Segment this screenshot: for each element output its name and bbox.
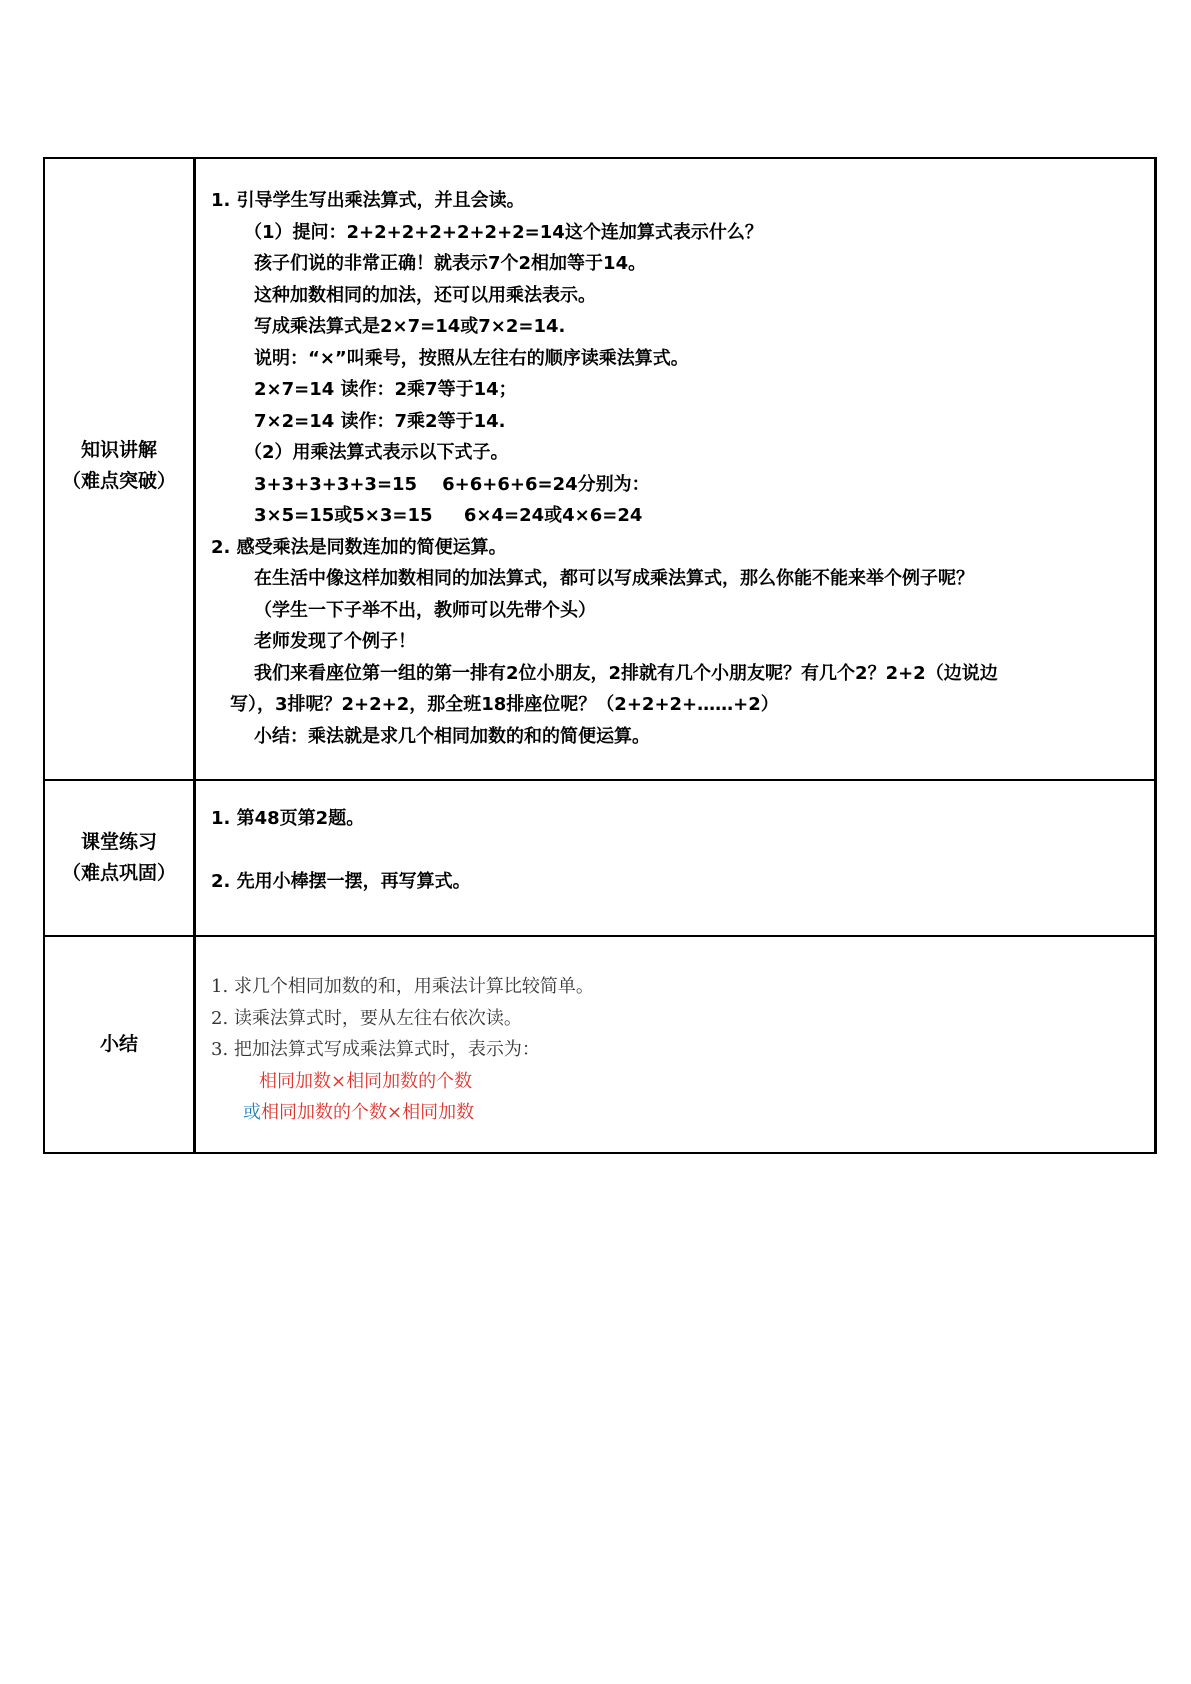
explain-line-15: 老师发现了个例子！ xyxy=(254,631,416,652)
summary-content xyxy=(211,971,1146,1129)
explain-line-6: 说明：“×”叫乘号，按照从左往右的顺序读乘法算式。 xyxy=(254,347,689,369)
row-divider-2 xyxy=(45,935,1154,937)
explain-label xyxy=(45,435,193,497)
column-divider xyxy=(193,159,196,1152)
explain-label-title: 知识讲解 xyxy=(80,439,157,461)
practice-content xyxy=(211,803,1146,897)
summary-formula-1: 相同加数×相同加数的个数 xyxy=(259,1070,473,1092)
row-divider-1 xyxy=(45,779,1154,781)
explain-line-11: 3×5=15或5×3=15 6×4=24或4×6=24 xyxy=(254,505,643,526)
explain-line-17: 写），3排呢？2+2+2，那全班18排座位呢？（2+2+2+……+2） xyxy=(230,694,779,715)
explain-line-18: 小结：乘法就是求几个相同加数的和的简便运算。 xyxy=(254,725,650,747)
practice-label-title: 课堂练习 xyxy=(80,831,157,853)
practice-label-subtitle: （难点巩固） xyxy=(61,862,176,884)
explain-line-2: （1）提问：2+2+2+2+2+2+2=14这个连加算式表示什么？ xyxy=(244,221,763,243)
summary-formula-2-line xyxy=(211,1097,1146,1129)
summary-item-1: 1. 求几个相同加数的和，用乘法计算比较简单。 xyxy=(211,976,594,997)
explain-line-10: 3+3+3+3+3=15 6+6+6+6=24分别为： xyxy=(254,473,650,495)
explain-line-13: 在生活中像这样加数相同的加法算式，都可以写成乘法算式，那么你能不能来举个例子呢？ xyxy=(254,568,974,589)
practice-item-1: 1. 第48页第2题。 xyxy=(211,808,365,829)
summary-item-2: 2. 读乘法算式时，要从左往右依次读。 xyxy=(211,1007,522,1029)
explain-line-1: 1. 引导学生写出乘法算式，并且会读。 xyxy=(211,190,525,211)
explain-line-8: 7×2=14 读作：7乘2等于14. xyxy=(254,410,506,432)
practice-label xyxy=(45,827,193,889)
or-word: 或 xyxy=(243,1102,261,1123)
explain-line-7: 2×7=14 读作：2乘7等于14； xyxy=(254,379,517,400)
explain-line-4: 这种加数相同的加法，还可以用乘法表示。 xyxy=(254,284,596,306)
summary-formula-2: 相同加数的个数×相同加数 xyxy=(261,1102,475,1123)
explain-line-3: 孩子们说的非常正确！就表示7个2相加等于14。 xyxy=(254,253,647,274)
summary-item-3: 3. 把加法算式写成乘法算式时，表示为： xyxy=(211,1039,540,1060)
explain-line-9: （2）用乘法算式表示以下式子。 xyxy=(244,442,509,463)
explain-line-14: （学生一下子举不出，教师可以先带个头） xyxy=(254,599,596,621)
lesson-table xyxy=(43,157,1157,1154)
explain-label-subtitle: （难点突破） xyxy=(61,470,176,492)
practice-item-2: 2. 先用小棒摆一摆，再写算式。 xyxy=(211,870,471,892)
summary-label: 小结 xyxy=(99,1033,138,1055)
explain-line-5: 写成乘法算式是2×7=14或7×2=14. xyxy=(254,316,566,337)
explain-line-12: 2. 感受乘法是同数连加的简便运算。 xyxy=(211,536,507,558)
explain-content xyxy=(211,185,1146,752)
explain-line-16: 我们来看座位第一组的第一排有2位小朋友，2排就有几个小朋友呢？有几个2？2+2（边说边 xyxy=(254,662,998,684)
